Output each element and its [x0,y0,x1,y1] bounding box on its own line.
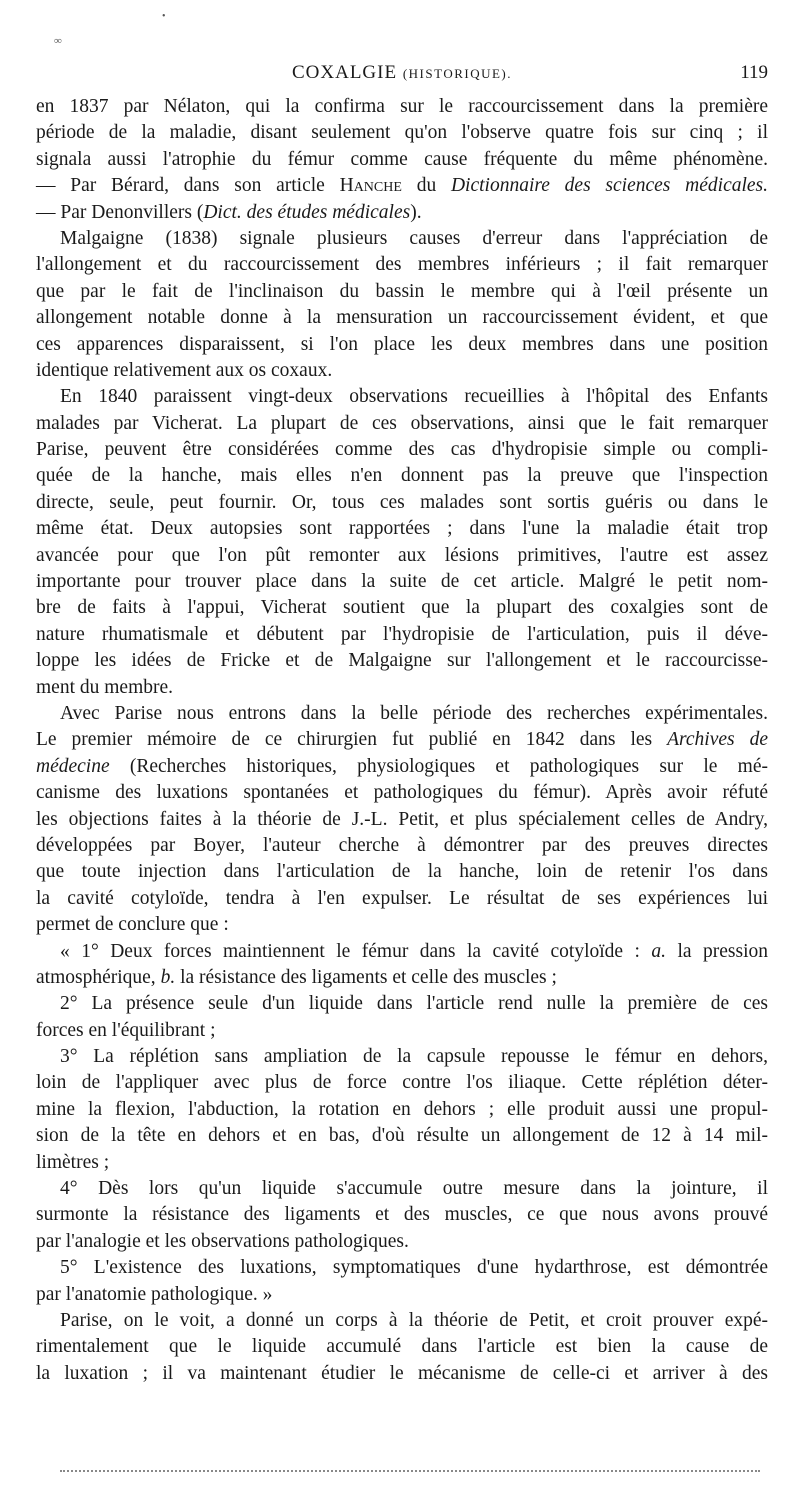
text-run: ). [410,201,422,223]
text-run: — Par Bérard, dans son article [36,175,340,197]
text-line: surmonte la résistance des ligaments et des muscles, ce que nous avons prouvé [36,1204,768,1226]
text-line: rimentalement que le liquide accumulé dans l'article est bien la cause de [36,1336,768,1358]
text-line: par l'analogie et les observations pathologiques. [36,1230,409,1252]
text-line: ces apparences disparaissent, si l'on place les deux membres dans une position [36,333,768,355]
text-line: limètres ; [36,1151,110,1173]
text-run: la résistance des ligaments et celle des muscles ; [175,966,557,988]
text-line [36,727,768,753]
text-line: que toute injection dans l'articulation de la hanche, loin de retenir l'os dans [36,861,768,883]
text-line: En 1840 paraissent vingt-deux observations recueillies à l'hôpital des Enfants [60,386,768,408]
top-corner-mark: ∞ [54,35,62,47]
text-run: (Recherches historiques, physiologiques et pathologiques sur le mé- [109,755,768,777]
text-run: atmosphérique, [36,966,161,988]
text-line: 4° Dès lors qu'un liquide s'accumule outre mesure dans la jointure, il [60,1178,768,1200]
work-title: Dictionnaire des sciences médicales. [450,175,769,197]
text-line [36,173,768,199]
list-letter: a. [651,940,667,962]
work-title: Dict. des études médicales [203,201,411,223]
text-line: par l'anatomie pathologique. » [36,1283,273,1305]
work-title: médecine [36,755,110,777]
text-line: les objections faites à la théorie de J.-L. Petit, et plus spécialement celles de Andry, [36,808,768,830]
running-title-main: COXALGIE [291,62,398,83]
body-text [36,94,768,1387]
text-line: bre de faits à l'appui, Vicherat soutient que la plupart des coxalgies sont de [36,597,768,619]
text-run: « 1° Deux forces maintiennent le fémur dans la cavité cotyloïde : [60,940,652,962]
text-line: 3° La réplétion sans ampliation de la capsule repousse le fémur en dehors, [60,1046,768,1068]
running-header [36,60,768,88]
running-title [36,60,768,87]
text-line: signala aussi l'atrophie du fémur comme cause fréquente du même phénomène. [36,148,768,170]
text-line: Parise, peuvent être considérées comme des cas d'hydropisie simple ou compli- [36,439,768,461]
text-line: malades par Vicherat. La plupart de ces observations, ainsi que le fait remarquer [36,412,768,434]
text-line: en 1837 par Nélaton, qui la confirma sur le raccourcissement dans la première [36,96,768,117]
text-line: sion de la tête en dehors et en bas, d'où résulte un allongement de 12 à 14 mil- [36,1125,768,1147]
text-line: mine la flexion, l'abduction, la rotation en dehors ; elle produit aussi une propul- [36,1098,768,1120]
text-line: directe, seule, peut fournir. Or, tous ces malades sont sortis guéris ou dans le [36,491,768,513]
text-line: 5° L'existence des luxations, symptomatiques d'une hydarthrose, est démontrée [60,1257,768,1279]
text-line: nature rhumatismale et débutent par l'hydropisie de l'articulation, puis il déve- [36,623,768,645]
text-line: l'allongement et du raccourcissement des membres inférieurs ; il fait remarquer [36,254,768,276]
text-line: même état. Deux autopsies sont rapportées ; dans l'une la maladie était trop [36,518,768,540]
text-line: allongement notable donne à la mensuration un raccourcissement évident, et que [36,307,768,329]
footer-dotted-rule [60,1470,760,1472]
text-line [36,965,768,991]
text-line: Avec Parise nous entrons dans la belle période des recherches expérimentales. [60,702,768,724]
text-line: développées par Boyer, l'auteur cherche à démontrer par des preuves directes [36,834,768,856]
text-run: du [401,175,451,197]
text-line: Malgaigne (1838) signale plusieurs causes d'erreur dans l'appréciation de [60,227,768,249]
text-run: — Par Denonvillers ( [36,201,204,223]
text-line: que par le fait de l'inclinaison du bassin le membre qui à l'œil présente un [36,280,768,302]
text-line: la cavité cotyloïde, tendra à l'en expulser. Le résultat de ses expériences lui [36,887,768,909]
text-line: Parise, on le voit, a donné un corps à la théorie de Petit, et croit prouver expé- [60,1309,768,1331]
text-run: Le premier mémoire de ce chirurgien fut publié en 1842 dans les [36,729,668,751]
text-line: importante pour trouver place dans la suite de cet article. Malgré le petit nom- [36,571,768,593]
text-line: ment du membre. [36,676,174,698]
text-line [36,939,768,965]
text-line: quée de la hanche, mais elles n'en donnent pas la preuve que l'inspection [36,465,768,487]
text-run: la pression [666,940,768,962]
top-dot-mark: • [162,11,166,22]
text-line [36,754,768,780]
text-line: avancée pour que l'on pût remonter aux lésions primitives, l'autre est assez [36,544,768,566]
text-line [36,200,768,226]
text-line: 2° La présence seule d'un liquide dans l'article rend nulle la première de ces [60,993,768,1015]
text-line: période de la maladie, disant seulement qu'on l'observe quatre fois sur cinq ; il [36,122,768,144]
text-line: permet de conclure que : [36,914,229,936]
text-line: identique relativement aux os coxaux. [36,359,333,381]
text-line: canisme des luxations spontanées et pathologiques du fémur). Après avoir réfuté [36,782,768,804]
text-line: la luxation ; il va maintenant étudier le mécanisme de celle-ci et arriver à des [36,1362,768,1384]
text-line: loppe les idées de Fricke et de Malgaigne sur l'allongement et le raccourcisse- [36,650,768,672]
list-letter: b. [160,966,176,988]
text-line: forces en l'équilibrant ; [36,1019,216,1041]
page-number: 119 [740,62,768,83]
work-title: Archives de [667,729,769,751]
article-name: Hanche [339,175,402,197]
running-title-sub: (HISTORIQUE). [402,66,513,81]
text-line: loin de l'appliquer avec plus de force contre l'os iliaque. Cette réplétion déter- [36,1072,768,1094]
